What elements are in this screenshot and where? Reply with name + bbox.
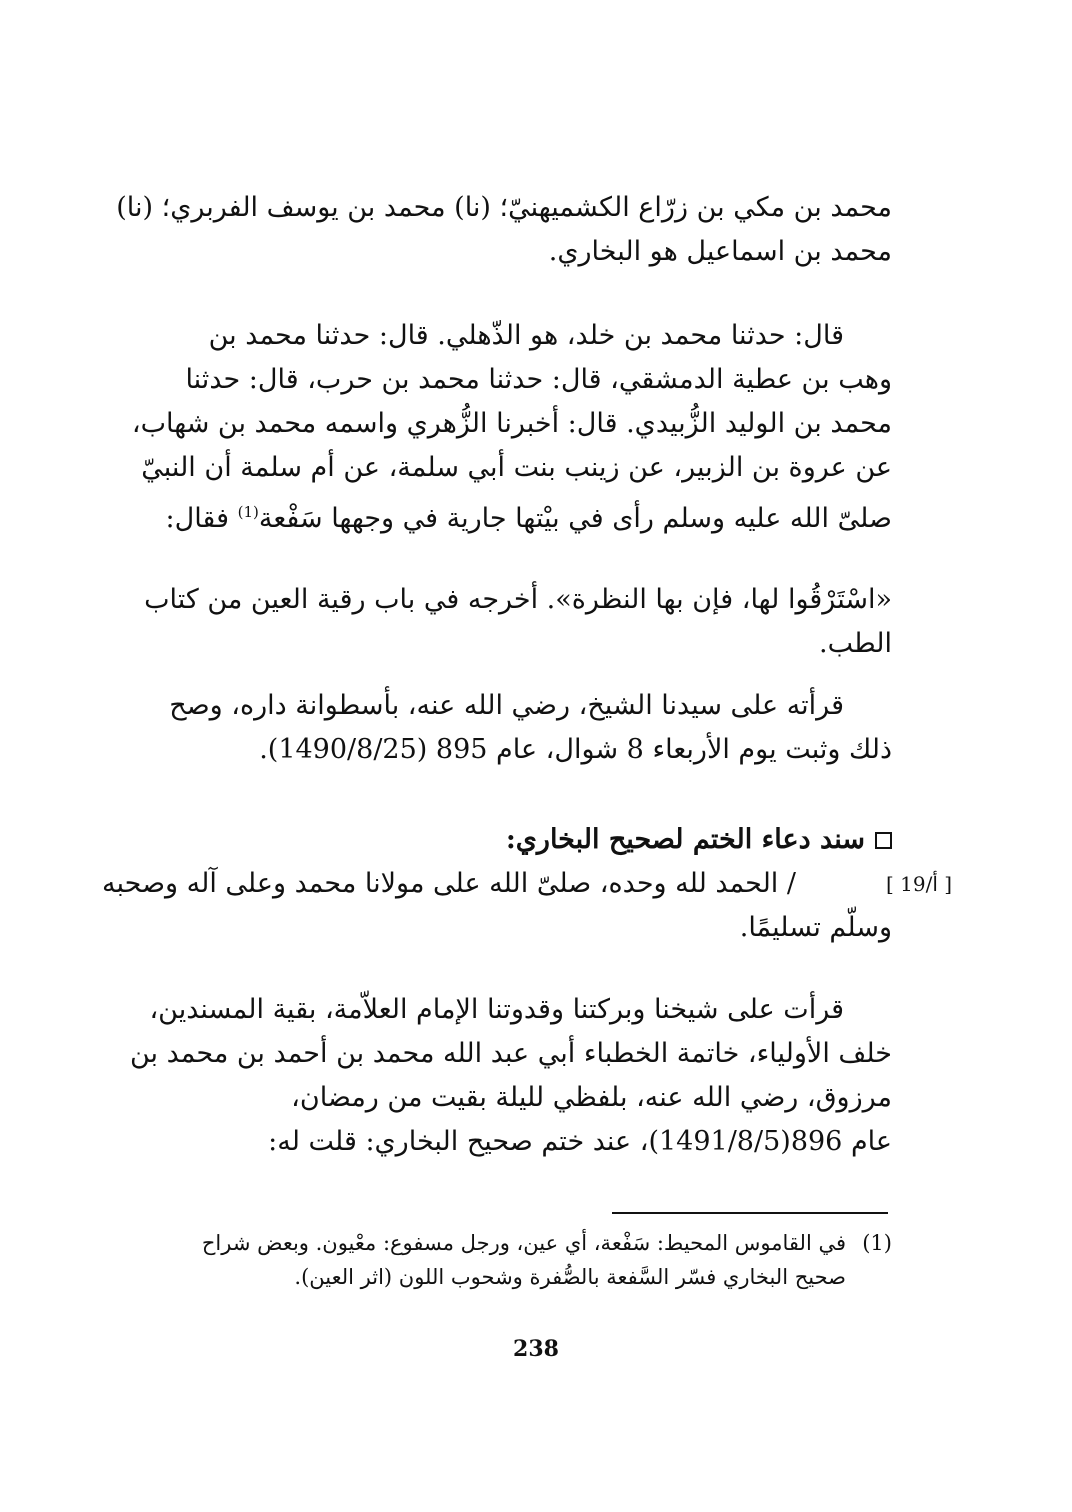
page-number: 238 bbox=[513, 1336, 559, 1362]
footnote bbox=[180, 1226, 892, 1294]
text-line: / الحمد لله وحده، صلىّ الله على مولانا محمد وعلى آله وصحبه bbox=[102, 868, 796, 899]
text-line: وهب بن عطية الدمشقي، قال: حدثنا محمد بن حرب، قال: حدثنا bbox=[185, 364, 892, 395]
paragraph-hadith-chain bbox=[131, 314, 892, 541]
text-line: مرزوق، رضي الله عنه، بلفظي لليلة بقيت من رمضان، bbox=[291, 1082, 892, 1113]
text-line: عام 896(1491/8/5)، عند ختم صحيح البخاري: قلت له: bbox=[268, 1126, 892, 1157]
text-line: قرأته على سيدنا الشيخ، رضي الله عنه، بأسطوانة داره، وصح bbox=[169, 690, 844, 721]
text-line: قرأت على شيخنا وبركتنا وقدوتنا الإمام العلاّمة، بقية المسندين، bbox=[149, 994, 844, 1025]
text-line: خلف الأولياء، خاتمة الخطباء أبي عبد الله محمد بن أحمد بن محمد بن bbox=[129, 1038, 892, 1069]
folio-reference: [ 19/أ ] bbox=[886, 872, 953, 896]
footnote-line: صحيح البخاري فسّر السَّفعة بالصُّفرة وشحوب اللون (اثر العين). bbox=[294, 1265, 846, 1289]
text-line: «اسْتَرْقُوا لها، فإن بها النظرة». أخرجه في باب رقية العين من كتاب bbox=[144, 584, 892, 615]
text-line: محمد بن الوليد الزُّبيدي. قال: أخبرنا الزُّهري واسمه محمد بن شهاب، bbox=[131, 408, 892, 439]
text-segment: صلىّ الله عليه وسلم رأى في بيْتها جارية في وجهها سَفْعة bbox=[258, 503, 892, 534]
footnote-text bbox=[180, 1226, 846, 1294]
text-line: محمد بن اسماعيل هو البخاري. bbox=[548, 236, 892, 267]
footnote-line: في القاموس المحيط: سَفْعة، أي عين، ورجل مسفوع: معْيون. وبعض شراح bbox=[201, 1231, 846, 1255]
text-line: قال: حدثنا محمد بن خلد، هو الذّهلي. قال: حدثنا محمد بن bbox=[208, 320, 844, 351]
footnote-reference: (1) bbox=[237, 503, 259, 521]
section-heading-text: سند دعاء الختم لصحيح البخاري: bbox=[505, 824, 865, 855]
paragraph-reading-note bbox=[169, 684, 892, 772]
text-line: عن عروة بن الزبير، عن زينب بنت أبي سلمة، عن أم سلمة أن النبيّ bbox=[141, 452, 892, 483]
text-segment: فقال: bbox=[165, 503, 229, 534]
paragraph-reading-record bbox=[129, 988, 892, 1164]
footnote-marker: (1) bbox=[862, 1231, 892, 1255]
text-line: الطب. bbox=[819, 628, 892, 659]
paragraph-praise bbox=[102, 862, 892, 950]
paragraph-hadith-text bbox=[144, 578, 892, 666]
section-heading bbox=[506, 818, 892, 862]
text-line: محمد بن مكي بن زرّاع الكشميهنيّ؛ (نا) محمد بن يوسف الفربري؛ (نا) bbox=[116, 192, 892, 223]
square-bullet-icon bbox=[875, 832, 892, 849]
text-line: ذلك وثبت يوم الأربعاء 8 شوال، عام 895 (1490/8/25). bbox=[259, 734, 892, 765]
text-line bbox=[165, 490, 892, 541]
paragraph-chain-intro bbox=[116, 186, 892, 274]
text-line: وسلّم تسليمًا. bbox=[739, 912, 892, 943]
footnote-separator bbox=[612, 1212, 888, 1214]
